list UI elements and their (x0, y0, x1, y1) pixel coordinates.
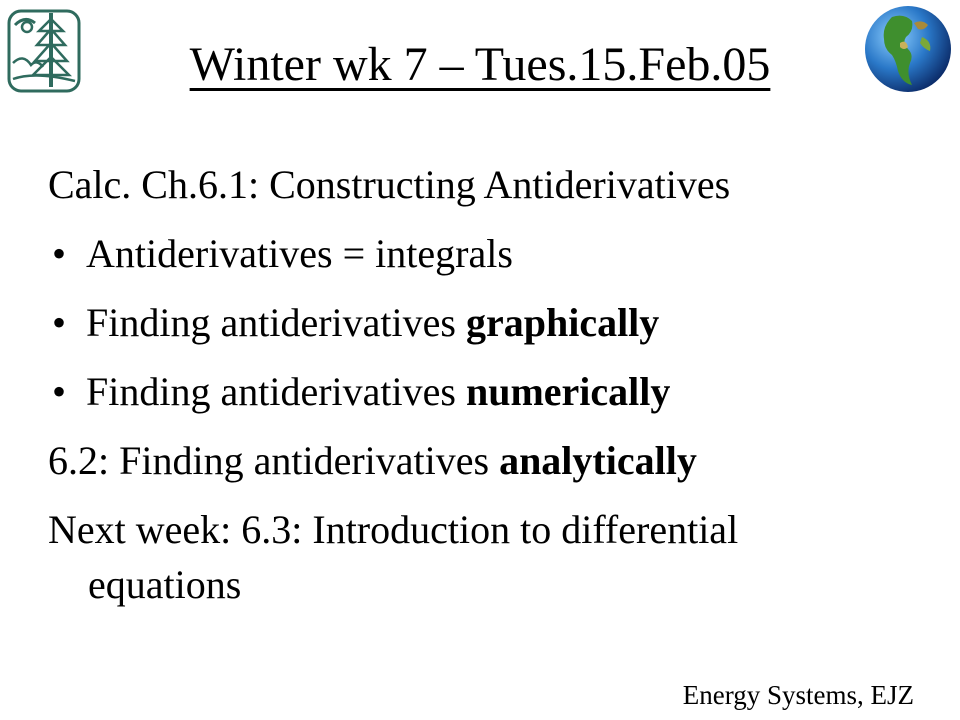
bullet-text: Antiderivatives = integrals (86, 231, 513, 276)
bullet-dot: • (52, 231, 67, 276)
footer-credit: Energy Systems, EJZ (682, 680, 914, 710)
slide-title (0, 30, 960, 100)
slide-body (48, 150, 928, 619)
section-heading-6-2 (48, 426, 928, 495)
bullet-emphasis: graphically (465, 300, 660, 345)
bullet-text: Finding antiderivatives (86, 300, 466, 345)
bullet-dot: • (52, 300, 67, 345)
bullet-text: Finding antiderivatives (86, 369, 466, 414)
section-heading-ch6-1 (48, 150, 928, 219)
bullet-item (48, 288, 928, 357)
line-text: 6.2: Finding antiderivatives (48, 438, 500, 483)
line-emphasis: analytically (499, 438, 697, 483)
line-text: Calc. Ch.6.1: Constructing Antiderivatives (48, 162, 731, 207)
bullet-item (48, 357, 928, 426)
earth-globe-icon (862, 3, 954, 95)
slide-title-text: Winter wk 7 – Tues.15.Feb.05 (189, 38, 771, 91)
bullet-dot: • (52, 369, 67, 414)
line-text: Next week: 6.3: Introduction to differential (48, 507, 739, 552)
bullet-emphasis: numerically (465, 369, 671, 414)
line-text: equations (88, 562, 242, 607)
bullet-item (48, 219, 928, 288)
